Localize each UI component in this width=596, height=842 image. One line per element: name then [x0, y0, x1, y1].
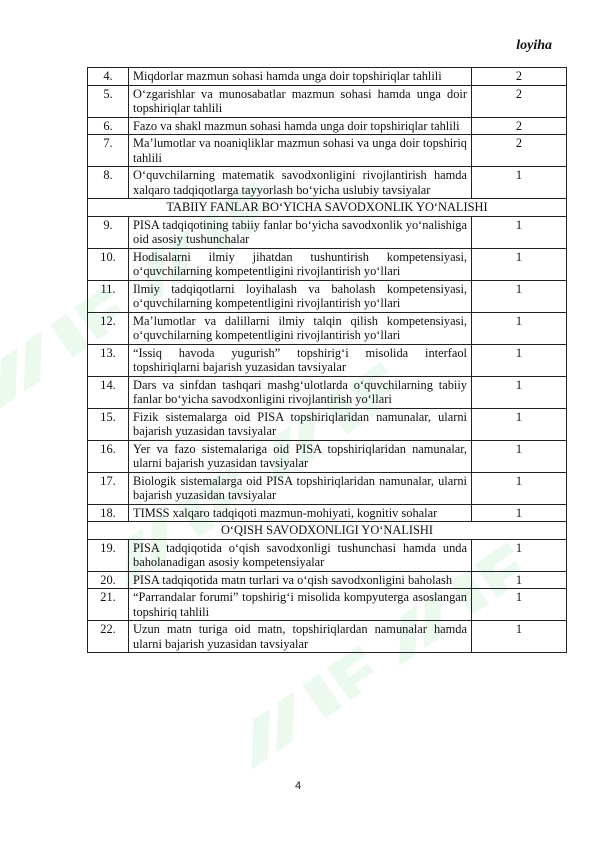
table-row: [88, 248, 567, 280]
table-row: [88, 167, 567, 199]
table-row: [88, 472, 567, 504]
row-hours: 1: [472, 248, 567, 280]
table-row: [88, 68, 567, 86]
row-hours: 1: [472, 589, 567, 621]
row-topic: PISA tadqiqotining tabiiy fanlar bo‘yicha savodxonlik yo‘nalishiga oid asosiy tushunchalar: [129, 216, 472, 248]
table-row: [88, 344, 567, 376]
row-number: 14.: [88, 376, 129, 408]
row-hours: 1: [472, 539, 567, 571]
row-number: 10.: [88, 248, 129, 280]
row-hours: 2: [472, 117, 567, 135]
row-hours: 1: [472, 408, 567, 440]
row-hours: 2: [472, 68, 567, 86]
row-topic: Hodisalarni ilmiy jihatdan tushuntirish kompetensiyasi, o‘quvchilarning kompetentligini rivojlantirish yo‘llari: [129, 248, 472, 280]
table-row: [88, 504, 567, 522]
row-hours: 1: [472, 376, 567, 408]
row-topic: Uzun matn turiga oid matn, topshiriqlardan namunalar hamda ularni bajarish yuzasidan tavsiyalar: [129, 621, 472, 653]
table-row: [88, 135, 567, 167]
row-topic: O‘zgarishlar va munosabatlar mazmun sohasi hamda unga doir topshiriqlar tahlili: [129, 85, 472, 117]
row-number: 11.: [88, 280, 129, 312]
row-hours: 1: [472, 472, 567, 504]
row-topic: Yer va fazo sistemalariga oid PISA topshiriqlaridan namunalar, ularni bajarish yuzasidan tavsiyalar: [129, 440, 472, 472]
row-number: 8.: [88, 167, 129, 199]
row-number: 18.: [88, 504, 129, 522]
row-topic: Ma’lumotlar va noaniqliklar mazmun sohasi va unga doir topshiriq tahlili: [129, 135, 472, 167]
row-hours: 1: [472, 312, 567, 344]
table-row: [88, 621, 567, 653]
section-row: [88, 522, 567, 540]
curriculum-table-body: [88, 68, 567, 653]
row-hours: 1: [472, 571, 567, 589]
table-row: [88, 280, 567, 312]
row-topic: PISA tadqiqotida o‘qish savodxonligi tushunchasi hamda unda baholanadigan asosiy kompetensiyalar: [129, 539, 472, 571]
row-hours: 1: [472, 440, 567, 472]
row-number: 20.: [88, 571, 129, 589]
curriculum-table: [87, 67, 567, 653]
table-row: [88, 440, 567, 472]
row-hours: 1: [472, 344, 567, 376]
row-number: 15.: [88, 408, 129, 440]
row-number: 19.: [88, 539, 129, 571]
header-note: loyiha: [516, 38, 552, 53]
row-number: 13.: [88, 344, 129, 376]
table-row: [88, 589, 567, 621]
row-number: 16.: [88, 440, 129, 472]
table-row: [88, 571, 567, 589]
table-row: [88, 376, 567, 408]
row-hours: 2: [472, 135, 567, 167]
row-topic: Dars va sinfdan tashqari mashg‘ulotlarda o‘quvchilarning tabiiy fanlar bo‘yicha savodxonligini rivojlantirish yo‘llari: [129, 376, 472, 408]
row-number: 22.: [88, 621, 129, 653]
table-row: [88, 216, 567, 248]
row-topic: “Parrandalar forumi” topshirig‘i misolida kompyuterga asoslangan topshiriq tahlili: [129, 589, 472, 621]
page-number: 4: [294, 780, 302, 792]
row-number: 9.: [88, 216, 129, 248]
table-row: [88, 408, 567, 440]
row-topic: Ma’lumotlar va dalillarni ilmiy talqin qilish kompetensiyasi, o‘quvchilarning kompetentligini rivojlantirish yo‘llari: [129, 312, 472, 344]
table-row: [88, 539, 567, 571]
row-topic: PISA tadqiqotida matn turlari va o‘qish savodxonligini baholash: [129, 571, 472, 589]
row-hours: 1: [472, 621, 567, 653]
row-number: 17.: [88, 472, 129, 504]
row-topic: Fazo va shakl mazmun sohasi hamda unga doir topshiriqlar tahlili: [129, 117, 472, 135]
row-hours: 2: [472, 85, 567, 117]
row-hours: 1: [472, 167, 567, 199]
row-topic: Ilmiy tadqiqotlarni loyihalash va baholash kompetensiyasi, o‘quvchilarning kompetentligini rivojlantirish yo‘llari: [129, 280, 472, 312]
row-number: 21.: [88, 589, 129, 621]
row-hours: 1: [472, 280, 567, 312]
row-topic: Miqdorlar mazmun sohasi hamda unga doir topshiriqlar tahlili: [129, 68, 472, 86]
table-row: [88, 85, 567, 117]
section-title: O‘QISH SAVODXONLIGI YO‘NALISHI: [88, 522, 567, 540]
row-hours: 1: [472, 216, 567, 248]
row-topic: O‘quvchilarning matematik savodxonligini rivojlantirish hamda xalqaro tadqiqotlarga tayyorlash bo‘yicha uslubiy tavsiyalar: [129, 167, 472, 199]
row-number: 12.: [88, 312, 129, 344]
row-hours: 1: [472, 504, 567, 522]
row-number: 7.: [88, 135, 129, 167]
row-topic: TIMSS xalqaro tadqiqoti mazmun-mohiyati, kognitiv sohalar: [129, 504, 472, 522]
table-row: [88, 117, 567, 135]
row-topic: Fizik sistemalarga oid PISA topshiriqlaridan namunalar, ularni bajarish yuzasidan tavsiyalar: [129, 408, 472, 440]
table-row: [88, 312, 567, 344]
row-number: 6.: [88, 117, 129, 135]
row-topic: Biologik sistemalarga oid PISA topshiriqlaridan namunalar, ularni bajarish yuzasidan tavsiyalar: [129, 472, 472, 504]
row-topic: “Issiq havoda yugurish” topshirig‘i misolida interfaol topshiriqlarni bajarish yuzasidan tavsiyalar: [129, 344, 472, 376]
section-row: [88, 199, 567, 217]
row-number: 4.: [88, 68, 129, 86]
section-title: TABIIY FANLAR BO‘YICHA SAVODXONLIK YO‘NALISHI: [88, 199, 567, 217]
row-number: 5.: [88, 85, 129, 117]
